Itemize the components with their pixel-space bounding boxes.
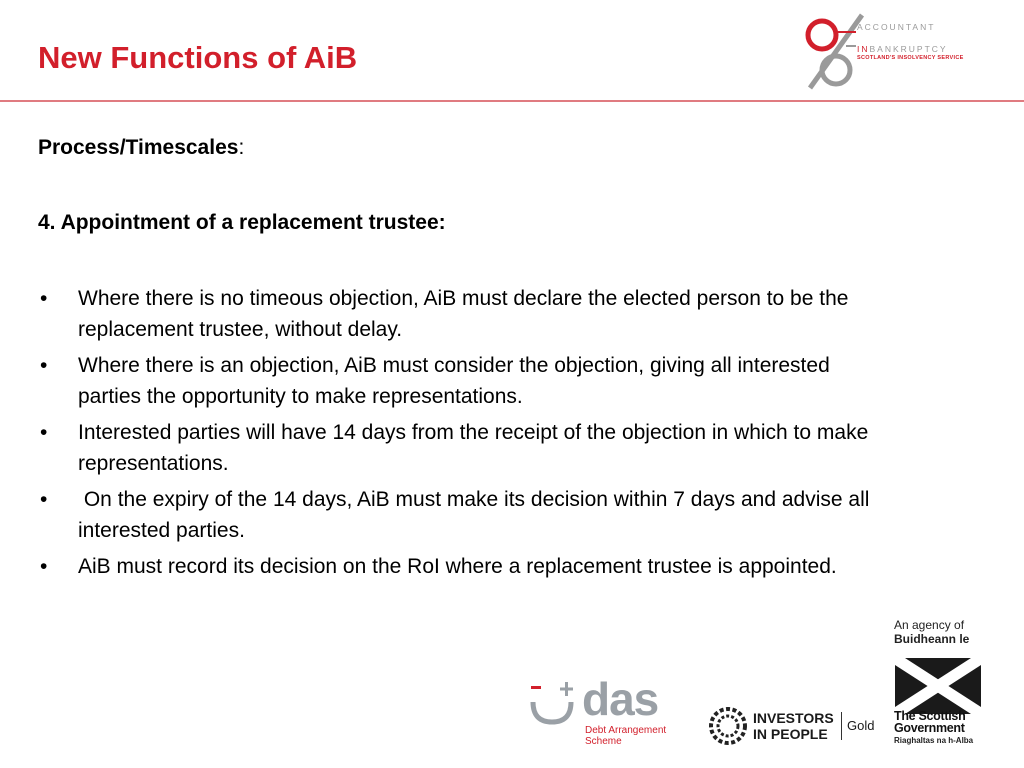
das-wordmark: das bbox=[582, 673, 659, 725]
debt-arrangement-scheme-logo bbox=[527, 673, 687, 750]
iip-line1: INVESTORS bbox=[753, 710, 834, 726]
laurel-wreath-icon bbox=[708, 706, 748, 746]
saltire-flag-icon bbox=[895, 658, 981, 714]
gov-name bbox=[894, 710, 965, 734]
slide-title: New Functions of AiB bbox=[38, 40, 358, 75]
bullet-item bbox=[38, 350, 898, 412]
das-subtitle-line2: Scheme bbox=[585, 736, 622, 747]
scottish-government-logo bbox=[893, 618, 993, 748]
aib-tagline: SCOTLAND'S INSOLVENCY SERVICE bbox=[857, 55, 964, 61]
aib-line1: ACCOUNTANT bbox=[857, 22, 936, 32]
bullet-icon: • bbox=[40, 488, 48, 511]
bullet-text: On the expiry of the 14 days, AiB must make its decision within 7 days and advise all interested parties. bbox=[78, 488, 876, 542]
bullet-icon: • bbox=[40, 555, 48, 578]
bullet-icon: • bbox=[40, 354, 48, 377]
gov-name-gaelic: Riaghaltas na h-Alba bbox=[894, 736, 974, 745]
aib-line2-rest: BANKRUPTCY bbox=[869, 44, 948, 54]
bullet-text: Where there is an objection, AiB must consider the objection, giving all interested parties the opportunity to make representations. bbox=[78, 354, 830, 408]
bullet-list bbox=[38, 283, 898, 587]
gov-name-line2: Government bbox=[894, 721, 965, 735]
gov-agency-label: An agency of bbox=[894, 618, 965, 632]
point-heading: 4. Appointment of a replacement trustee: bbox=[38, 211, 446, 234]
gov-name-line1: The Scottish bbox=[894, 709, 966, 723]
bullet-item bbox=[38, 283, 898, 345]
accountant-in-bankruptcy-logo bbox=[800, 10, 1020, 95]
investors-in-people-logo bbox=[708, 706, 883, 746]
subheading-text: Process/Timescales bbox=[38, 136, 239, 159]
bullet-item bbox=[38, 551, 898, 582]
das-subtitle-line1: Debt Arrangement bbox=[585, 725, 667, 736]
subheading bbox=[38, 136, 244, 160]
das-subtitle bbox=[585, 725, 666, 747]
gov-agency-label-gaelic: Buidheann le bbox=[894, 632, 970, 646]
bullet-item bbox=[38, 484, 898, 546]
iip-level: Gold bbox=[847, 718, 875, 733]
iip-line2: IN PEOPLE bbox=[753, 726, 828, 742]
title-divider bbox=[0, 100, 1024, 102]
aib-line2-prefix: IN bbox=[857, 44, 870, 54]
das-emblem-icon bbox=[527, 680, 582, 730]
bullet-text: Interested parties will have 14 days from the receipt of the objection in which to make representations. bbox=[78, 421, 869, 475]
bullet-text: Where there is no timeous objection, AiB must declare the elected person to be the replacement trustee, without delay. bbox=[78, 287, 849, 341]
aib-line2 bbox=[857, 44, 948, 54]
bullet-icon: • bbox=[40, 421, 48, 444]
iip-wordmark bbox=[753, 710, 834, 742]
iip-separator bbox=[841, 712, 842, 740]
bullet-item bbox=[38, 417, 898, 479]
bullet-icon: • bbox=[40, 287, 48, 310]
subheading-suffix: : bbox=[238, 136, 245, 159]
bullet-text: AiB must record its decision on the RoI where a replacement trustee is appointed. bbox=[78, 555, 837, 578]
